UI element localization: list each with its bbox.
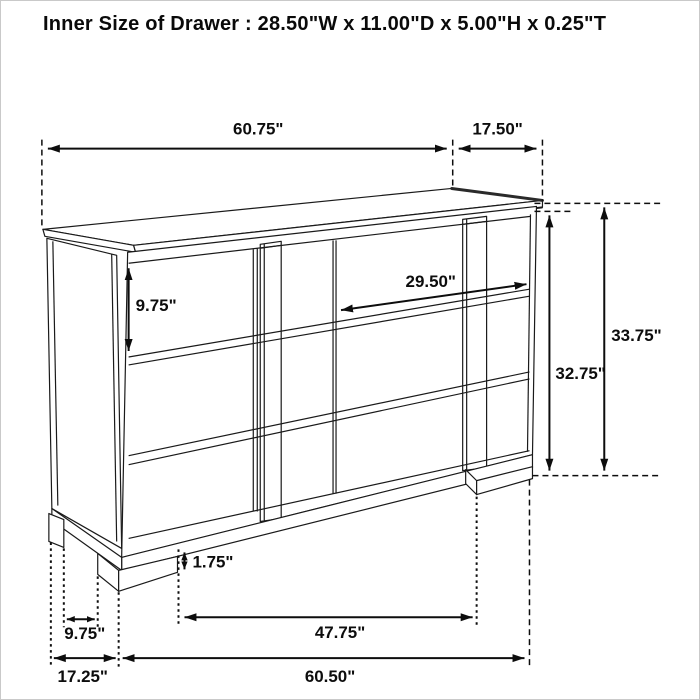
dim-base-rail xyxy=(184,552,233,571)
dim-bottom xyxy=(54,617,525,686)
dim-heights xyxy=(532,203,661,475)
label-base-depth: 17.25" xyxy=(57,667,108,687)
diagram-title: Inner Size of Drawer : 28.50"W x 11.00"D x 5.00"H x 0.25"T xyxy=(43,13,607,35)
label-top-width: 60.75" xyxy=(233,119,284,139)
label-base-rail-height: 1.75" xyxy=(192,552,234,572)
label-leg-depth-gap: 9.75" xyxy=(64,624,106,644)
label-drawer-width: 29.50" xyxy=(405,272,456,292)
dresser-front-face xyxy=(122,206,537,557)
dresser-diagram-svg xyxy=(1,1,699,699)
foot-back-left xyxy=(49,514,64,548)
label-drawer-height: 9.75" xyxy=(135,296,177,316)
label-leg-inner-span: 47.75" xyxy=(314,623,366,643)
label-top-depth: 17.50" xyxy=(472,119,523,139)
label-base-width: 60.50" xyxy=(304,667,356,687)
dresser-drawing xyxy=(43,188,543,591)
label-overall-height: 33.75" xyxy=(611,326,662,346)
label-case-height: 32.75" xyxy=(555,363,606,383)
